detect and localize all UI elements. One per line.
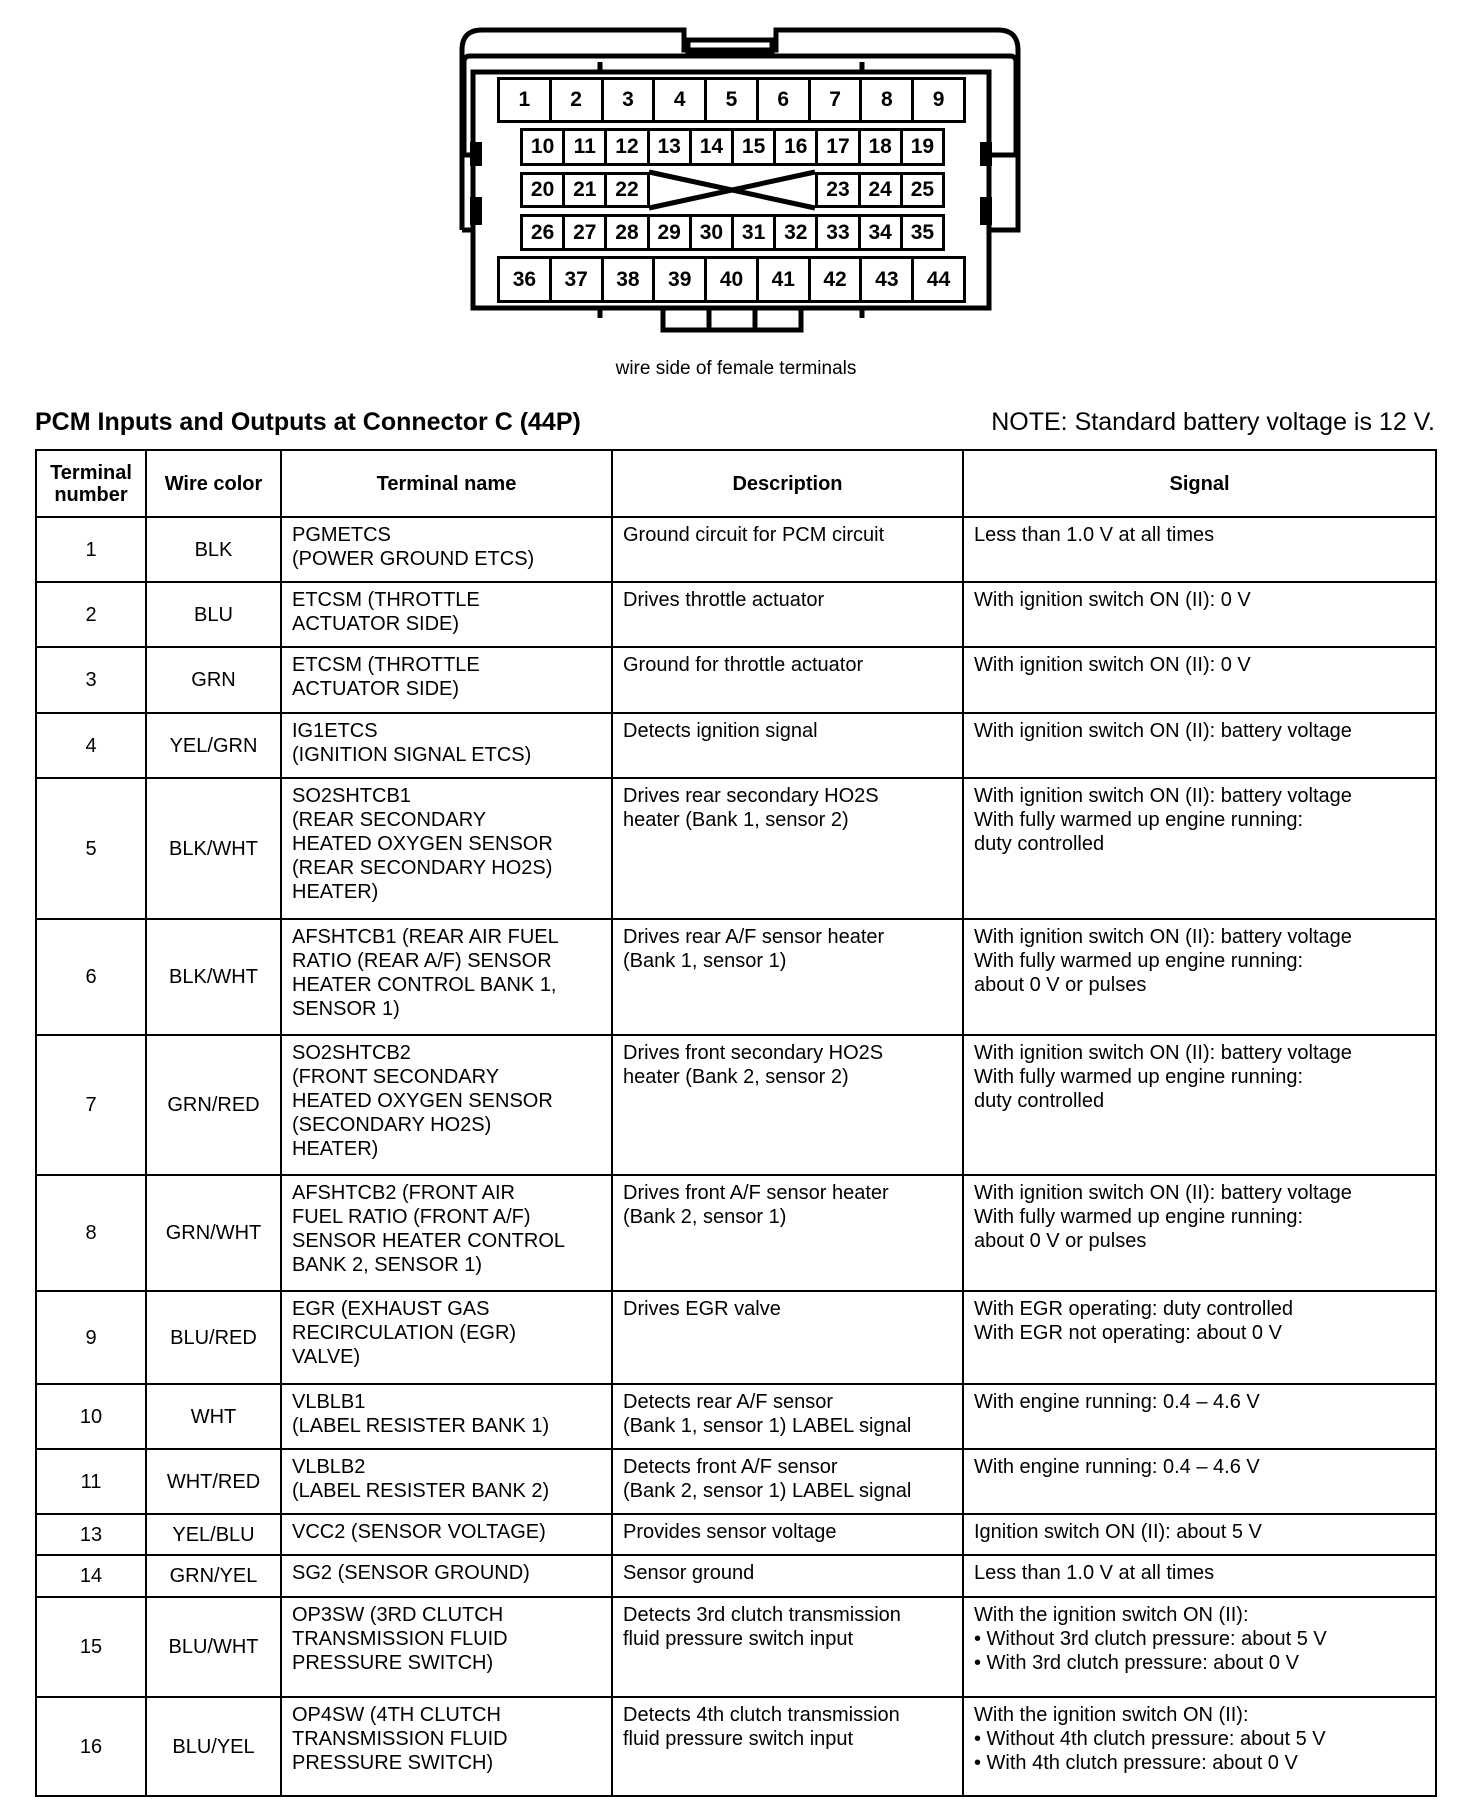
signal-cell: With ignition switch ON (II): battery voltage <box>963 713 1436 778</box>
description-cell: Detects 3rd clutch transmission fluid pressure switch input <box>612 1597 963 1697</box>
header-signal: Signal <box>963 450 1436 517</box>
description-cell: Drives front secondary HO2S heater (Bank 2, sensor 2) <box>612 1035 963 1175</box>
table-row <box>36 1175 1436 1291</box>
terminal-name-cell: ETCSM (THROTTLE ACTUATOR SIDE) <box>281 647 612 713</box>
terminal-cell: 33 <box>815 214 860 251</box>
description-cell: Drives front A/F sensor heater (Bank 2, sensor 1) <box>612 1175 963 1291</box>
terminal-cell: 4 <box>652 77 707 123</box>
wire-color-cell: GRN/YEL <box>146 1555 281 1597</box>
terminal-name-cell: SG2 (SENSOR GROUND) <box>281 1555 612 1597</box>
terminal-cell: 36 <box>497 256 552 303</box>
table-row <box>36 1035 1436 1175</box>
description-cell: Detects rear A/F sensor (Bank 1, sensor 1) LABEL signal <box>612 1384 963 1449</box>
terminal-cell: 11 <box>562 128 607 166</box>
terminal-number-cell: 10 <box>36 1384 146 1449</box>
wire-color-cell: GRN <box>146 647 281 713</box>
pcm-terminal-table <box>35 449 1437 1797</box>
terminal-cell: 14 <box>689 128 734 166</box>
description-cell: Ground circuit for PCM circuit <box>612 517 963 582</box>
terminal-cell: 21 <box>562 172 607 208</box>
terminal-number-cell: 16 <box>36 1697 146 1796</box>
table-row <box>36 517 1436 582</box>
terminal-number-cell: 5 <box>36 778 146 919</box>
terminal-number-cell: 14 <box>36 1555 146 1597</box>
terminal-cell: 44 <box>911 256 966 303</box>
terminal-name-cell: ETCSM (THROTTLE ACTUATOR SIDE) <box>281 582 612 647</box>
table-row <box>36 1384 1436 1449</box>
description-cell: Ground for throttle actuator <box>612 647 963 713</box>
terminal-number-cell: 15 <box>36 1597 146 1697</box>
terminal-number-cell: 6 <box>36 919 146 1035</box>
terminal-cell: 17 <box>815 128 860 166</box>
description-cell: Detects ignition signal <box>612 713 963 778</box>
connector-diagram <box>0 0 1472 400</box>
table-row <box>36 647 1436 713</box>
terminal-cell: 9 <box>911 77 966 123</box>
terminal-cell: 41 <box>756 256 811 303</box>
terminal-cell: 13 <box>647 128 692 166</box>
terminal-cell: 16 <box>773 128 818 166</box>
table-row <box>36 1597 1436 1697</box>
description-cell: Detects 4th clutch transmission fluid pressure switch input <box>612 1697 963 1796</box>
signal-cell: With EGR operating: duty controlled With EGR not operating: about 0 V <box>963 1291 1436 1384</box>
terminal-cell: 40 <box>704 256 759 303</box>
wire-color-cell: YEL/BLU <box>146 1514 281 1555</box>
terminal-cell: 18 <box>858 128 903 166</box>
wire-color-cell: BLK <box>146 517 281 582</box>
terminal-cell: 23 <box>815 172 860 208</box>
description-cell: Drives EGR valve <box>612 1291 963 1384</box>
description-cell: Sensor ground <box>612 1555 963 1597</box>
wire-color-cell: BLU/RED <box>146 1291 281 1384</box>
wire-color-cell: BLK/WHT <box>146 778 281 919</box>
wire-color-cell: BLU/WHT <box>146 1597 281 1697</box>
signal-cell: Ignition switch ON (II): about 5 V <box>963 1514 1436 1555</box>
terminal-number-cell: 13 <box>36 1514 146 1555</box>
wire-color-cell: GRN/WHT <box>146 1175 281 1291</box>
terminal-number-cell: 7 <box>36 1035 146 1175</box>
signal-cell: With ignition switch ON (II): battery voltage With fully warmed up engine running: about 0 V or pulses <box>963 919 1436 1035</box>
terminal-number-cell: 8 <box>36 1175 146 1291</box>
signal-cell: With ignition switch ON (II): battery voltage With fully warmed up engine running: about 0 V or pulses <box>963 1175 1436 1291</box>
terminal-name-cell: SO2SHTCB1 (REAR SECONDARY HEATED OXYGEN SENSOR (REAR SECONDARY HO2S) HEATER) <box>281 778 612 919</box>
wire-color-cell: BLU <box>146 582 281 647</box>
terminal-cell: 28 <box>604 214 649 251</box>
signal-cell: With the ignition switch ON (II): • Without 3rd clutch pressure: about 5 V • With 3rd clutch pressure: about 0 V <box>963 1597 1436 1697</box>
terminal-name-cell: EGR (EXHAUST GAS RECIRCULATION (EGR) VALVE) <box>281 1291 612 1384</box>
terminal-name-cell: VCC2 (SENSOR VOLTAGE) <box>281 1514 612 1555</box>
description-cell: Detects front A/F sensor (Bank 2, sensor 1) LABEL signal <box>612 1449 963 1514</box>
terminal-number-cell: 11 <box>36 1449 146 1514</box>
table-row <box>36 1449 1436 1514</box>
terminal-cell: 8 <box>859 77 914 123</box>
table-row <box>36 1555 1436 1597</box>
terminal-cell: 19 <box>900 128 945 166</box>
table-row <box>36 713 1436 778</box>
terminal-number-cell: 9 <box>36 1291 146 1384</box>
table-row <box>36 582 1436 647</box>
terminal-cell: 15 <box>731 128 776 166</box>
terminal-name-cell: SO2SHTCB2 (FRONT SECONDARY HEATED OXYGEN SENSOR (SECONDARY HO2S) HEATER) <box>281 1035 612 1175</box>
terminal-name-cell: AFSHTCB1 (REAR AIR FUEL RATIO (REAR A/F) SENSOR HEATER CONTROL BANK 1, SENSOR 1) <box>281 919 612 1035</box>
terminal-cell: 34 <box>858 214 903 251</box>
terminal-number-cell: 3 <box>36 647 146 713</box>
diagram-caption: wire side of female terminals <box>615 358 857 379</box>
terminal-cell: 7 <box>808 77 863 123</box>
header-terminal-number: Terminal number <box>36 450 146 517</box>
signal-cell: With ignition switch ON (II): 0 V <box>963 582 1436 647</box>
terminal-cell: 24 <box>858 172 903 208</box>
terminal-cell: 3 <box>601 77 656 123</box>
terminal-cell: 37 <box>549 256 604 303</box>
terminal-name-cell: AFSHTCB2 (FRONT AIR FUEL RATIO (FRONT A/F) SENSOR HEATER CONTROL BANK 2, SENSOR 1) <box>281 1175 612 1291</box>
page-title: PCM Inputs and Outputs at Connector C (44P) <box>35 408 581 436</box>
table-row <box>36 1514 1436 1555</box>
terminal-cell: 29 <box>647 214 692 251</box>
terminal-cell: 39 <box>652 256 707 303</box>
signal-cell: With ignition switch ON (II): battery voltage With fully warmed up engine running: duty controlled <box>963 1035 1436 1175</box>
header-wire-color: Wire color <box>146 450 281 517</box>
wire-color-cell: BLU/YEL <box>146 1697 281 1796</box>
terminal-cell: 42 <box>808 256 863 303</box>
terminal-cell: 25 <box>900 172 945 208</box>
terminal-cell: 31 <box>731 214 776 251</box>
terminal-cell: 43 <box>859 256 914 303</box>
wire-color-cell: WHT/RED <box>146 1449 281 1514</box>
table-row <box>36 1291 1436 1384</box>
terminal-cell: 35 <box>900 214 945 251</box>
signal-cell: Less than 1.0 V at all times <box>963 517 1436 582</box>
terminal-cell: 26 <box>520 214 565 251</box>
wire-color-cell: WHT <box>146 1384 281 1449</box>
terminal-name-cell: OP4SW (4TH CLUTCH TRANSMISSION FLUID PRESSURE SWITCH) <box>281 1697 612 1796</box>
description-cell: Provides sensor voltage <box>612 1514 963 1555</box>
signal-cell: With engine running: 0.4 – 4.6 V <box>963 1449 1436 1514</box>
table-row <box>36 1697 1436 1796</box>
header-description: Description <box>612 450 963 517</box>
signal-cell: With ignition switch ON (II): 0 V <box>963 647 1436 713</box>
terminal-cell: 10 <box>520 128 565 166</box>
terminal-cell: 38 <box>601 256 656 303</box>
terminal-cell: 20 <box>520 172 565 208</box>
wire-color-cell: GRN/RED <box>146 1035 281 1175</box>
terminal-name-cell: PGMETCS (POWER GROUND ETCS) <box>281 517 612 582</box>
terminal-cell: 27 <box>562 214 607 251</box>
terminal-name-cell: OP3SW (3RD CLUTCH TRANSMISSION FLUID PRESSURE SWITCH) <box>281 1597 612 1697</box>
terminal-cell: 12 <box>604 128 649 166</box>
wire-color-cell: YEL/GRN <box>146 713 281 778</box>
table-row <box>36 778 1436 919</box>
table-header-row <box>36 450 1436 517</box>
description-cell: Drives throttle actuator <box>612 582 963 647</box>
terminal-number-cell: 4 <box>36 713 146 778</box>
description-cell: Drives rear A/F sensor heater (Bank 1, sensor 1) <box>612 919 963 1035</box>
signal-cell: With the ignition switch ON (II): • Without 4th clutch pressure: about 5 V • With 4th clutch pressure: about 0 V <box>963 1697 1436 1796</box>
terminal-name-cell: VLBLB1 (LABEL RESISTER BANK 1) <box>281 1384 612 1449</box>
header-terminal-name: Terminal name <box>281 450 612 517</box>
signal-cell: With ignition switch ON (II): battery voltage With fully warmed up engine running: duty controlled <box>963 778 1436 919</box>
description-cell: Drives rear secondary HO2S heater (Bank 1, sensor 2) <box>612 778 963 919</box>
voltage-note: NOTE: Standard battery voltage is 12 V. <box>991 408 1435 436</box>
terminal-cell: 30 <box>689 214 734 251</box>
terminal-number-cell: 2 <box>36 582 146 647</box>
terminal-cell: 2 <box>549 77 604 123</box>
terminal-cell: 6 <box>756 77 811 123</box>
wire-color-cell: BLK/WHT <box>146 919 281 1035</box>
terminal-name-cell: IG1ETCS (IGNITION SIGNAL ETCS) <box>281 713 612 778</box>
terminal-cell: 5 <box>704 77 759 123</box>
signal-cell: With engine running: 0.4 – 4.6 V <box>963 1384 1436 1449</box>
signal-cell: Less than 1.0 V at all times <box>963 1555 1436 1597</box>
connector-housing <box>0 0 1472 400</box>
terminal-cell: 1 <box>497 77 552 123</box>
terminal-cell: 32 <box>773 214 818 251</box>
table-row <box>36 919 1436 1035</box>
terminal-name-cell: VLBLB2 (LABEL RESISTER BANK 2) <box>281 1449 612 1514</box>
terminal-cell: 22 <box>604 172 649 208</box>
terminal-number-cell: 1 <box>36 517 146 582</box>
